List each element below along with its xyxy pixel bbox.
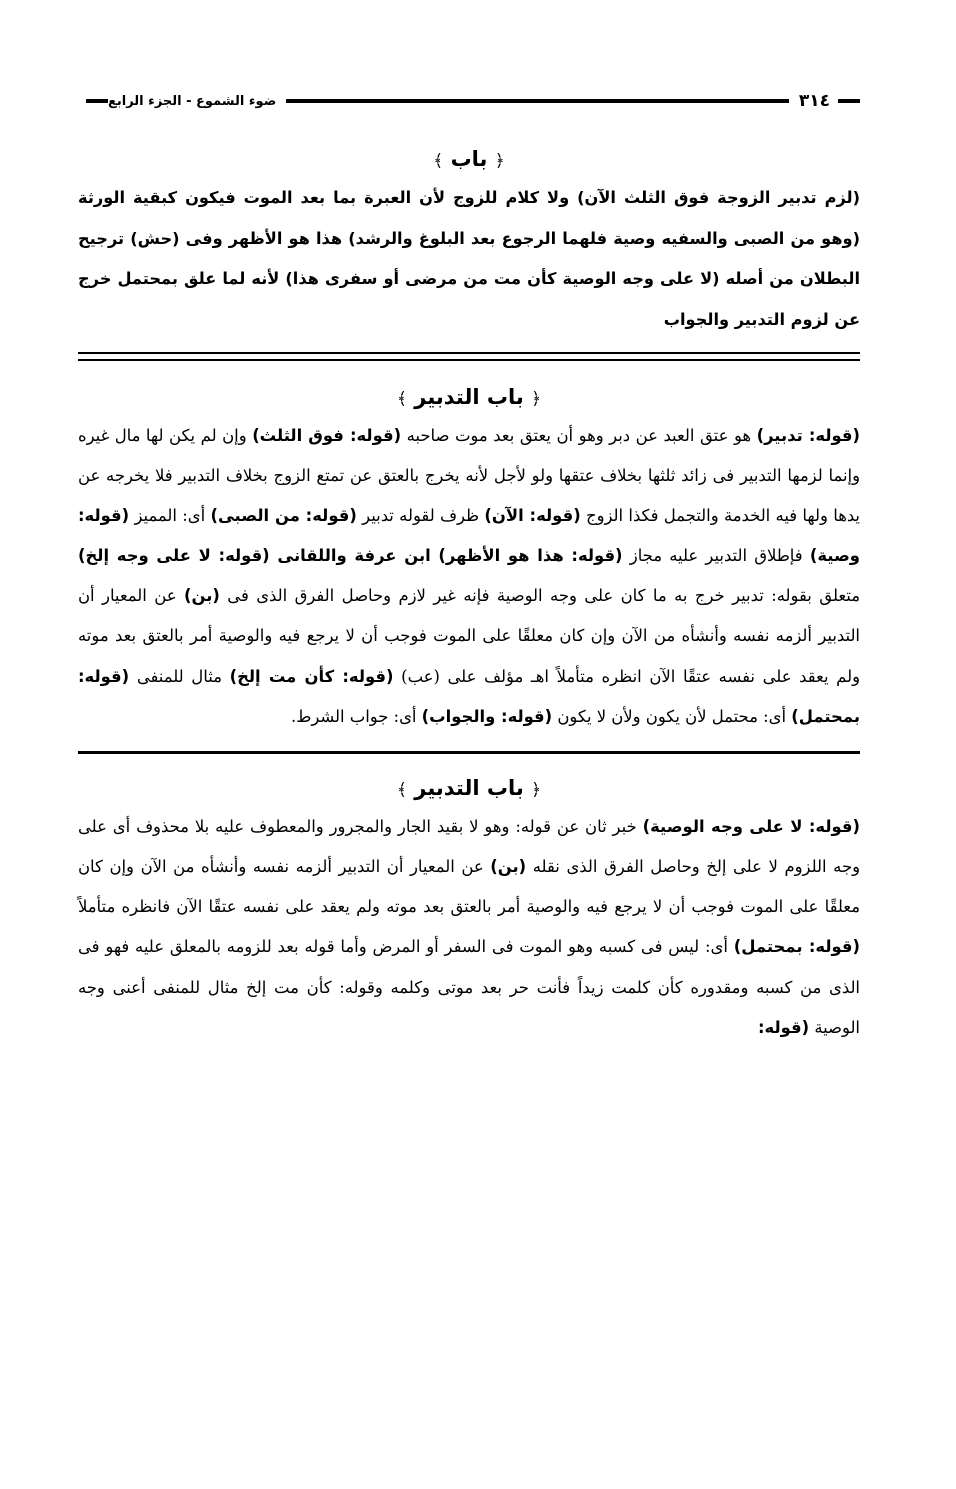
commentary-text: فإطلاق التدبير عليه مجاز [622,546,810,566]
ornament-open: ﴿ [494,151,505,171]
quoted-term: (بن) [490,856,527,876]
quoted-term: (بن) [183,586,220,606]
quoted-term: (قوله: الآن) [484,506,581,526]
commentary-text: خبر ثان عن قوله: وهو لا بقيد الجار والمجرور والمعطوف عليه بلا محذوف أى على وجه اللزوم لا على إلخ وحاصل الفرق الذى نقله [78,816,860,876]
quoted-term: (قوله: بمحتمل) [78,666,860,726]
commentary-text: مثال للمنفى [129,666,230,686]
page [78,84,860,1048]
ornament-close: ﴾ [433,151,444,171]
commentary-text: هو عتق العبد عن دبر وهو أن يعتق بعد موت صاحبه [401,426,757,445]
header-rule [286,99,789,103]
section-3-title [78,769,860,807]
header-rule [838,99,860,103]
commentary-text: أى: جواب الشرط. [290,706,422,726]
quoted-term: (قوله: والجواب) [421,706,553,726]
commentary-text: وإن لم يكن لها مال غيره وإنما لزمها التدبير فى زائد ثلثها بخلاف عتقها ولو لأجل لأنه يخرج بالعتق عن تمتع الزوج بخلاف التدبير فلا يخرجه عن يدها ولها فيه الخدمة والتجمل فكذا الزوج [78,426,860,526]
ornament-close: ﴾ [396,779,407,800]
rule-divider [78,751,860,754]
ornament-close: ﴾ [396,389,407,409]
quoted-term: (قوله: فوق الثلث) [252,426,402,445]
running-header [78,84,860,118]
commentary-text: عن المعيار أن التدبير ألزمه نفسه وأنشأه من الآن وإن كان معلقًا على الموت فوجب أن لا يرجع فيه والوصية أمر بالعتق بعد موته ولم يعقد على نفسه عتقًا الآن انظره متأملاً اهـ مؤلف على (عب) [78,586,860,686]
header-rule [86,99,108,103]
commentary-text: أى: ليس فى كسبه وهو الموت فى السفر أو المرض وأما قوله بعد للزومه بالمعلق عليه فهو فى الذى من كسبه ومقدوره كأن كلمت زيداً فأنت حر بعد موتى وكلمه وقوله: كأن مت إلخ مثال للمنفى أعنى وجه الوصية [78,937,860,1037]
ornament-open: ﴿ [531,389,542,409]
section-2 [78,378,860,737]
section-1-text: (لزم تدبير الزوجة فوق الثلث الآن) ولا كلام للزوج لأن العبرة بما بعد الموت فيكون كبقية الورثة (وهو من الصبى والسفيه وصية فلهما الرجوع بعد البلوغ والرشد) هذا هو الأظهر وفى (حش) ترجيح البطلان من أصله (لا على وجه الوصية كأن مت من مرضى أو سفرى هذا) لأنه لما علق بمحتمل خرج عن لزوم التدبير والجواب [78,188,860,329]
section-3-heading: باب التدبير [414,775,524,800]
quoted-term: (قوله: بمحتمل) [733,937,860,957]
quoted-term: (قوله: لا على وجه الوصية) [642,816,860,836]
section-2-title [78,378,860,416]
section-1-heading: باب [450,147,488,171]
section-3-commentary [78,807,860,1048]
book-title: ضوء الشموع - الجزء الرابع [108,93,277,109]
quoted-term: (قوله: [757,1017,810,1037]
commentary-text: متعلق بقوله: تدبير خرج به ما كان على وجه الوصية فإنه غير لازم وحاصل الفرق الذى فى [219,586,861,606]
section-2-heading: باب التدبير [414,385,524,409]
commentary-text: أى: المميز [129,506,211,526]
quoted-term: (قوله: كأن مت إلخ) [229,666,394,686]
quoted-term: (قوله: هذا هو الأظهر) ابن عرفة واللقانى (قوله: لا على وجه إلخ) [78,546,623,566]
commentary-text: أى: محتمل لأن يكون ولأن لا يكون [552,706,792,726]
ornament-open: ﴿ [531,779,542,800]
commentary-text: عن المعيار أن التدبير ألزمه نفسه وأنشأه من الآن وإن كان معلقًا على الموت فوجب أن لا يرجع فيه والوصية أمر بالعتق بعد موته ولم يعقد على نفسه عتقًا الآن فانظره متأملاً [78,856,860,917]
section-2-commentary [78,416,860,737]
page-number: ٣١٤ [798,91,830,111]
section-3 [78,769,860,1048]
section-1 [78,140,860,340]
double-rule-divider [78,352,860,361]
commentary-text: ظرف لقوله تدبير [356,506,485,526]
section-1-title [78,140,860,178]
quoted-term: (قوله: تدبير) [756,426,860,445]
quoted-term: (قوله: وصية) [78,506,860,566]
quoted-term: (قوله: من الصبى) [210,506,357,526]
